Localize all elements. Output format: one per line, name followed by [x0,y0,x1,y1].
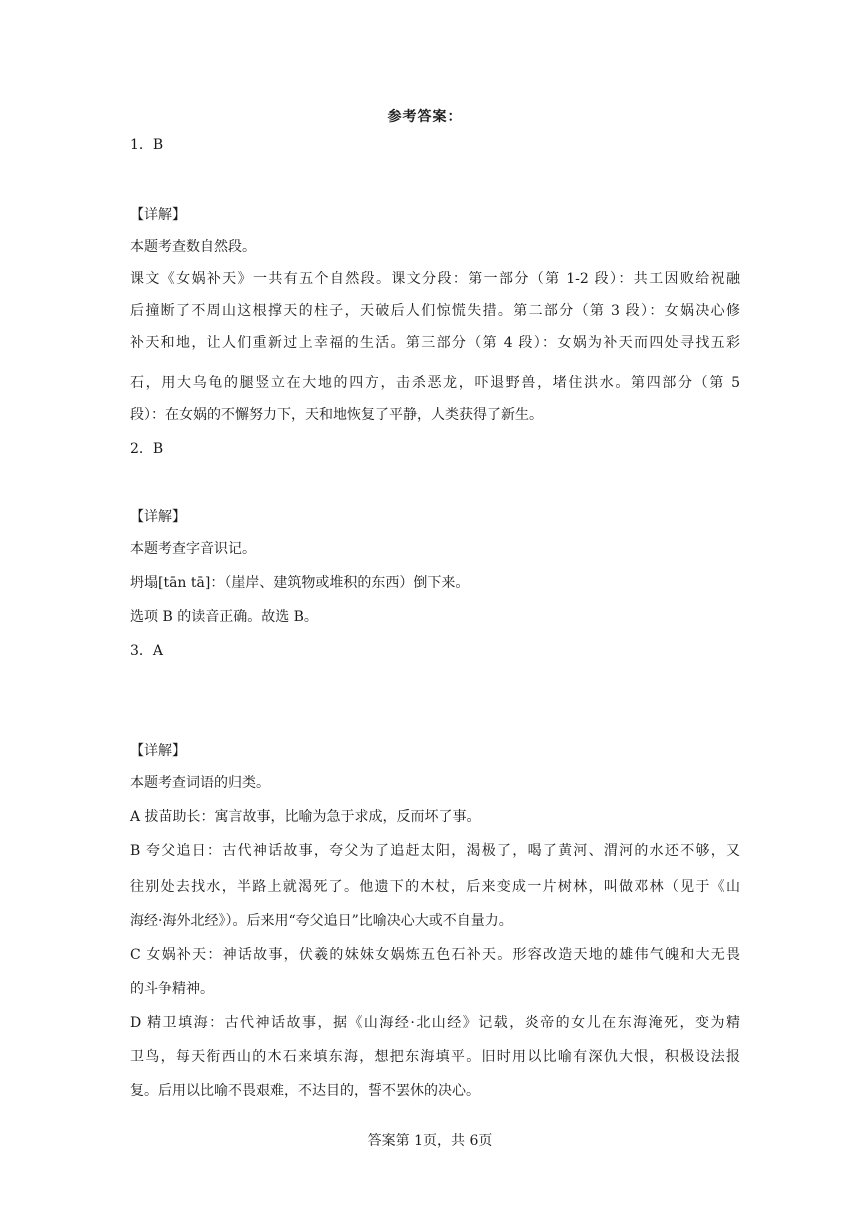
answer-2-line: 本题考查字音识记。 [130,541,256,557]
answer-3-line: 的斗争精神。 [130,981,214,997]
answer-2-line: 坍塌[tān tā]：（崖岸、建筑物或堆积的东西）倒下来。 [130,575,470,591]
answer-3-detail-title: 【详解】 [130,743,186,759]
answer-3-line: 本题考查词语的归类。 [130,775,270,791]
answer-1-line: 补天和地，让人们重新过上幸福的生活。第三部分（第 4 段）：女娲为补天而四处寻找五彩 [130,335,740,351]
answer-1-line: 课文《女娲补天》一共有五个自然段。课文分段：第一部分（第 1-2 段）：共工因败给祝融 [130,271,740,287]
answer-1-line: 段）：在女娲的不懈努力下，天和地恢复了平静，人类获得了新生。 [130,407,543,423]
answer-2-detail-title: 【详解】 [130,509,186,525]
page-title: 参考答案： [387,109,463,125]
answer-3-line: 往别处去找水，半路上就渴死了。他遗下的木杖，后来变成一片树林，叫做邓林（见于《山 [130,879,740,895]
answer-3-line: 海经·海外北经》）。后来用“夸父追日”比喻决心大或不自量力。 [130,913,513,929]
answer-3-line: B 夸父追日：古代神话故事，夸父为了追赶太阳，渴极了，喝了黄河、渭河的水还不够，又 [130,843,740,859]
answer-3-label: 3．A [130,643,164,659]
answer-1-line: 本题考查数自然段。 [130,239,256,255]
answer-1-line: 后撞断了不周山这根撑天的柱子，天破后人们惊慌失措。第二部分（第 3 段）：女娲决心修 [130,303,740,319]
answer-2-label: 2．B [130,441,164,457]
answer-2-line: 选项 B 的读音正确。故选 B。 [130,609,318,625]
page-footer: 答案第 1页，共 6页 [367,1133,493,1149]
answer-3-line: D 精卫填海：古代神话故事，据《山海经·北山经》记载，炎帝的女儿在东海淹死，变为精 [130,1015,740,1031]
answer-3-line: 卫鸟，每天衔西山的木石来填东海，想把东海填平。旧时用以比喻有深仇大恨，积极设法报 [130,1049,740,1065]
answer-1-detail-title: 【详解】 [130,207,186,223]
answer-3-line: C 女娲补天：神话故事，伏羲的妹妹女娲炼五色石补天。形容改造天地的雄伟气魄和大无畏 [130,947,740,963]
answer-1-line: 石，用大乌龟的腿竖立在大地的四方，击杀恶龙，吓退野兽，堵住洪水。第四部分（第 5 [130,375,740,391]
answer-1-label: 1．B [130,137,164,153]
answer-3-line: A 拔苗助长：寓言故事，比喻为急于求成，反而坏了事。 [130,809,481,825]
answer-3-line: 复。后用以比喻不畏艰难，不达目的，誓不罢休的决心。 [130,1083,480,1099]
